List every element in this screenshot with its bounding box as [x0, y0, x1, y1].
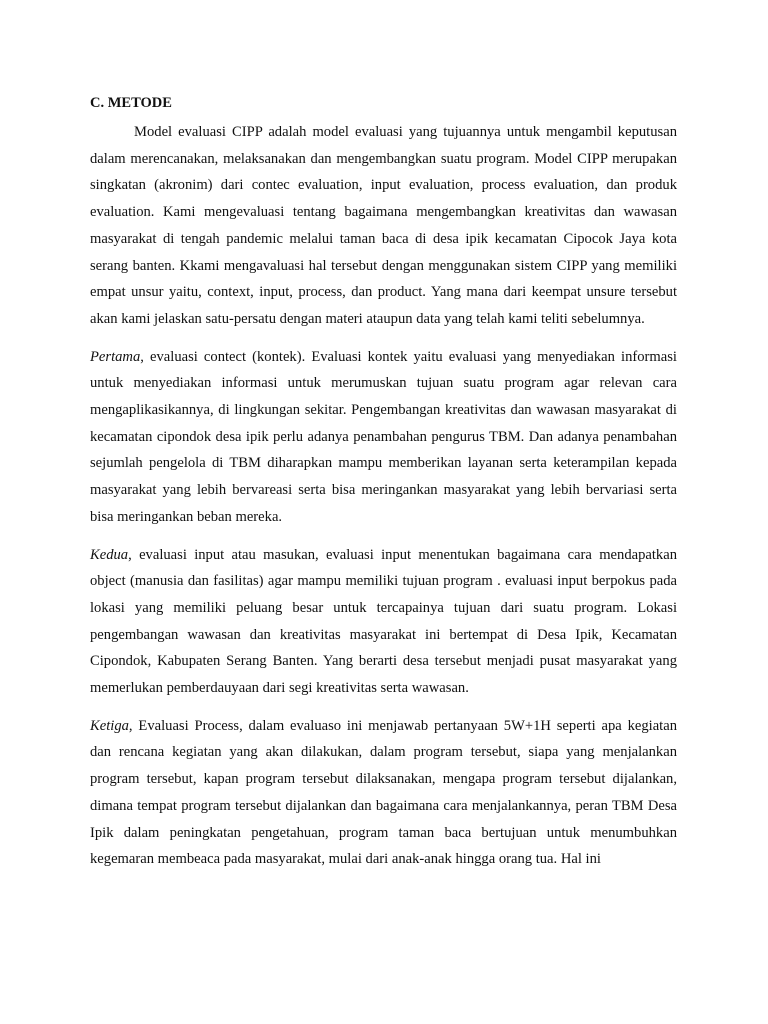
paragraph-lead: Kedua [90, 546, 129, 563]
paragraph-intro [90, 119, 677, 333]
paragraph-text: , evaluasi input atau masukan, evaluasi input menentukan bagaimana cara mendapatkan object (manusia dan fasilitas) agar mampu memiliki tujuan program . evaluasi input berpokus pada lokasi yang memiliki peluang besar untuk tercapainya tujuan dari suatu program. Lokasi pengembangan wawasan dan kreativitas masyarakat ini bertempat di Desa Ipik, Kecamatan Cipondok, Kabupaten Serang Banten. Yang berarti desa tersebut menjadi pusat masyarakat yang memerlukan pemberdauyaan dari segi kreativitas serta wawasan. [90, 546, 677, 697]
paragraph-ketiga [90, 713, 677, 873]
paragraph-lead: Ketiga [90, 717, 129, 734]
paragraph-pertama [90, 344, 677, 531]
paragraph-text: Model evaluasi CIPP adalah model evaluasi yang tujuannya untuk mengambil keputusan dalam merencanakan, melaksanakan dan mengembangkan suatu program. Model CIPP merupakan singkatan (akronim) dari contec evaluation, input evaluation, process evaluation, dan produk evaluation. Kami mengevaluasi tentang bagaimana mengembangkan kreativitas dan wawasan masyarakat di tengah pandemic melalui taman baca di desa ipik kecamatan Cipocok Jaya kota serang banten. Kkami mengavaluasi hal tersebut dengan menggunakan sistem CIPP yang memiliki empat unsur yaitu, context, input, process, dan product. Yang mana dari keempat unsure tersebut akan kami jelaskan satu-persatu dengan materi ataupun data yang telah kami teliti sebelumnya. [90, 124, 677, 327]
paragraph-kedua [90, 542, 677, 702]
paragraph-lead: Pertama [90, 348, 141, 365]
paragraph-text: , evaluasi contect (kontek). Evaluasi kontek yaitu evaluasi yang menyediakan informasi untuk menyediakan informasi untuk merumuskan tujuan suatu program agar relevan cara mengaplikasikannya, di lingkungan sekitar. Pengembangan kreativitas dan wawasan masyarakat di kecamatan cipondok desa ipik perlu adanya penambahan pengurus TBM. Dan adanya penambahan sejumlah pengelola di TBM diharapkan mampu memberikan layanan serta keterampilan kepada masyarakat yang lebih bervareasi serta bisa meringankan masyarakat yang lebih bervariasi serta bisa meringankan beban mereka. [90, 348, 677, 525]
section-heading: C. METODE [90, 95, 172, 111]
paragraph-text: , Evaluasi Process, dalam evaluaso ini menjawab pertanyaan 5W+1H seperti apa kegiatan dan rencana kegiatan yang akan dilakukan, dalam program tersebut, siapa yang menjalankan program tersebut, kapan program tersebut dilaksanakan, mengapa program tersebut dijalankan, dimana tempat program tersebut dijalankan dan bagaimana cara menjalankannya, peran TBM Desa Ipik dalam peningkatan pengetahuan, program taman baca bertujuan untuk menumbuhkan kegemaran membeaca pada masyarakat, mulai dari anak-anak hingga orang tua. Hal ini [90, 717, 677, 868]
document-body [90, 93, 677, 884]
